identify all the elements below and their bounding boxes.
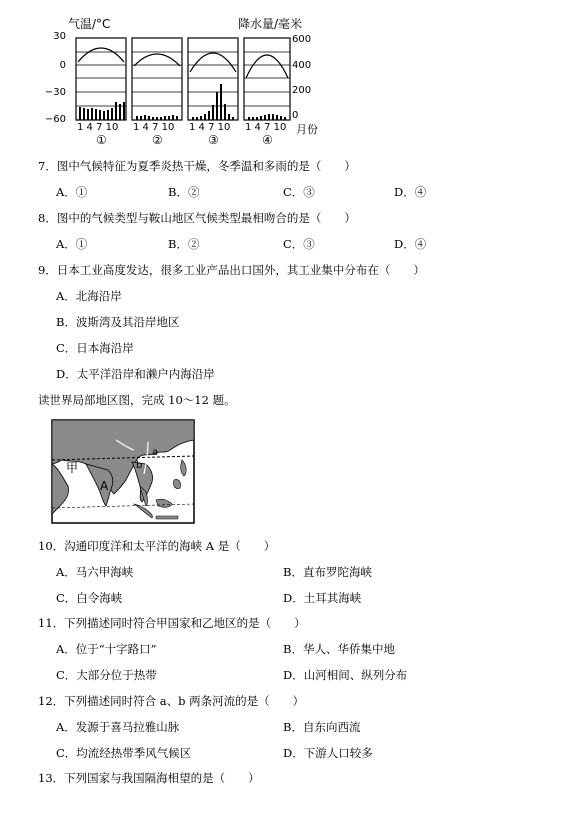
question-8-stem: 8．图中的气候类型与鞍山地区气候类型最相吻合的是（ ）	[38, 211, 356, 225]
temp-tick: −60	[44, 114, 66, 125]
q11-option-d[interactable]: D．山河相间、纵列分布	[283, 668, 408, 682]
climate-panel-3	[188, 38, 238, 147]
question-9-stem: 9．日本工业高度发达，很多工业产品出口国外，其工业集中分布在（ ）	[38, 263, 425, 277]
q7-option-d[interactable]: D．④	[394, 185, 427, 199]
panel-label: ①	[96, 133, 107, 147]
question-13-stem: 13．下列国家与我国隔海相望的是（ ）	[38, 771, 260, 785]
temp-tick: −30	[44, 87, 66, 98]
q10-option-c[interactable]: C．白令海峡	[56, 591, 123, 605]
q12-option-b[interactable]: B．自东向西流	[283, 720, 361, 734]
map-label-a: a	[152, 447, 159, 458]
precip-tick: 400	[292, 60, 312, 71]
panel-label: ④	[262, 133, 273, 147]
regional-map	[52, 420, 194, 523]
panel-label: ②	[152, 133, 163, 147]
question-7-stem: 7．图中气候特征为夏季炎热干燥，冬季温和多雨的是（ ）	[38, 159, 356, 173]
month-ticks: 1 4 7 10	[245, 122, 287, 133]
q9-option-d[interactable]: D．太平洋沿岸和濑户内海沿岸	[56, 367, 215, 381]
q8-option-b[interactable]: B．②	[168, 237, 200, 251]
month-ticks: 1 4 7 10	[133, 122, 175, 133]
question-11-stem: 11．下列描述同时符合甲国家和乙地区的是（ ）	[38, 616, 306, 630]
precip-tick: 0	[292, 110, 299, 121]
panel-label: ③	[208, 133, 219, 147]
q11-option-c[interactable]: C．大部分位于热带	[56, 668, 157, 682]
q12-option-c[interactable]: C．均流经热带季风气候区	[56, 746, 192, 760]
q11-option-a[interactable]: A．位于“十字路口”	[56, 642, 157, 656]
q9-option-c[interactable]: C．日本海沿岸	[56, 341, 134, 355]
q8-option-c[interactable]: C．③	[283, 237, 315, 251]
q10-option-a[interactable]: A．马六甲海峡	[56, 565, 134, 579]
climate-panel-2	[132, 38, 182, 147]
temp-tick: 30	[53, 31, 66, 42]
q9-option-b[interactable]: B．波斯湾及其沿岸地区	[56, 315, 180, 329]
map-label-jia: 甲	[66, 461, 79, 475]
temp-axis-title: 气温/°C	[68, 17, 111, 31]
q10-option-d[interactable]: D．土耳其海峡	[283, 591, 362, 605]
q8-option-a[interactable]: A．①	[56, 237, 88, 251]
q12-option-d[interactable]: D．下游人口较多	[283, 746, 373, 760]
map-label-strait-a: A	[100, 479, 109, 493]
q8-option-d[interactable]: D．④	[394, 237, 427, 251]
q7-option-a[interactable]: A．①	[56, 185, 88, 199]
climate-charts-figure	[44, 12, 330, 148]
month-ticks: 1 4 7 10	[77, 122, 119, 133]
q7-option-c[interactable]: C．③	[283, 185, 315, 199]
q10-option-b[interactable]: B．直布罗陀海峡	[283, 565, 372, 579]
climate-panel-1	[76, 38, 126, 147]
q7-option-b[interactable]: B．②	[168, 185, 200, 199]
precip-tick: 600	[292, 34, 312, 45]
question-10-stem: 10．沟通印度洋和太平洋的海峡 A 是（ ）	[38, 539, 276, 553]
map-label-b: b	[136, 460, 143, 471]
map-intro: 读世界局部地区图，完成 10～12 题。	[38, 393, 236, 407]
q12-option-a[interactable]: A．发源于喜马拉雅山脉	[56, 720, 180, 734]
temp-tick: 0	[59, 60, 66, 71]
month-unit: 月份	[296, 123, 318, 136]
q11-option-b[interactable]: B．华人、华侨集中地	[283, 642, 395, 656]
month-ticks: 1 4 7 10	[189, 122, 231, 133]
precip-tick: 200	[292, 85, 312, 96]
q9-option-a[interactable]: A．北海沿岸	[56, 289, 122, 303]
question-12-stem: 12．下列描述同时符合 a、b 两条河流的是（ ）	[38, 694, 305, 708]
climate-panel-4	[244, 38, 290, 147]
precip-axis-title: 降水量/毫米	[238, 17, 303, 31]
